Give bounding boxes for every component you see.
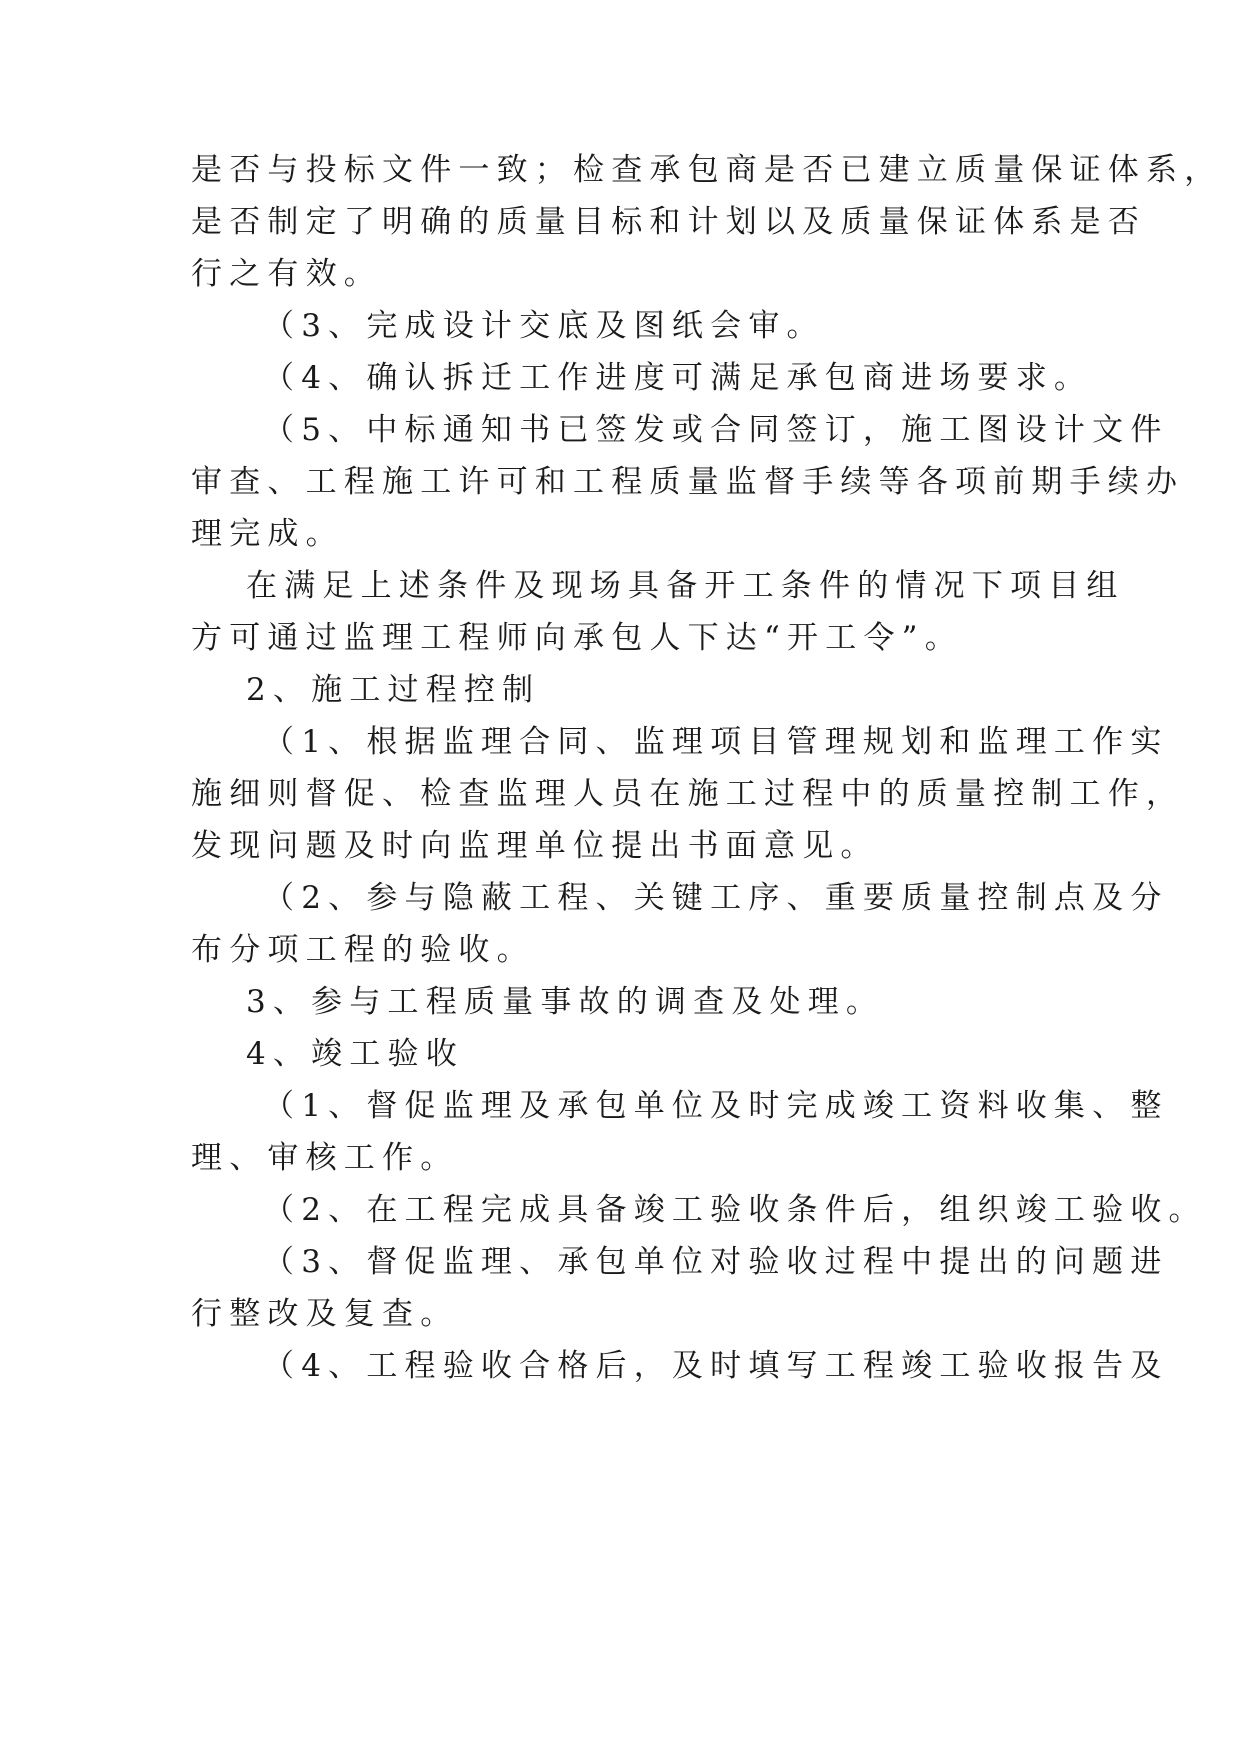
text-line: 行整改及复查。 [191, 1296, 459, 1332]
section-heading: 4、竣工验收 [246, 1036, 464, 1072]
section-heading: 2、施工过程控制 [246, 672, 541, 708]
text-line: 是否与投标文件一致；检查承包商是否已建立质量保证体系， [191, 152, 1223, 188]
text-line: （2、参与隐蔽工程、关键工序、重要质量控制点及分 [263, 880, 1169, 916]
text-line: （1、督促监理及承包单位及时完成竣工资料收集、整 [263, 1088, 1169, 1124]
text-line: （3、完成设计交底及图纸会审。 [263, 308, 825, 344]
section-heading: 3、参与工程质量事故的调查及处理。 [246, 984, 885, 1020]
text-line: （1、根据监理合同、监理项目管理规划和监理工作实 [263, 724, 1169, 760]
text-line: 方可通过监理工程师向承包人下达“开工令”。 [191, 620, 963, 656]
text-line: 施细则督促、检查监理人员在施工过程中的质量控制工作， [191, 776, 1185, 812]
text-line: （4、工程验收合格后，及时填写工程竣工验收报告及 [263, 1348, 1169, 1384]
text-line: 理完成。 [191, 516, 344, 552]
text-line: （2、在工程完成具备竣工验收条件后，组织竣工验收。 [263, 1192, 1207, 1228]
text-line: 发现问题及时向监理单位提出书面意见。 [191, 828, 879, 864]
text-line: 是否制定了明确的质量目标和计划以及质量保证体系是否 [191, 204, 1146, 240]
text-line: （5、中标通知书已签发或合同签订，施工图设计文件 [263, 412, 1169, 448]
text-line: 审查、工程施工许可和工程质量监督手续等各项前期手续办 [191, 464, 1185, 500]
text-line: 在满足上述条件及现场具备开工条件的情况下项目组 [246, 568, 1125, 604]
text-line: （4、确认拆迁工作进度可满足承包商进场要求。 [263, 360, 1093, 396]
text-line: 布分项工程的验收。 [191, 932, 535, 968]
text-line: 行之有效。 [191, 256, 382, 292]
text-line: （3、督促监理、承包单位对验收过程中提出的问题进 [263, 1244, 1169, 1280]
text-line: 理、审核工作。 [191, 1140, 459, 1176]
